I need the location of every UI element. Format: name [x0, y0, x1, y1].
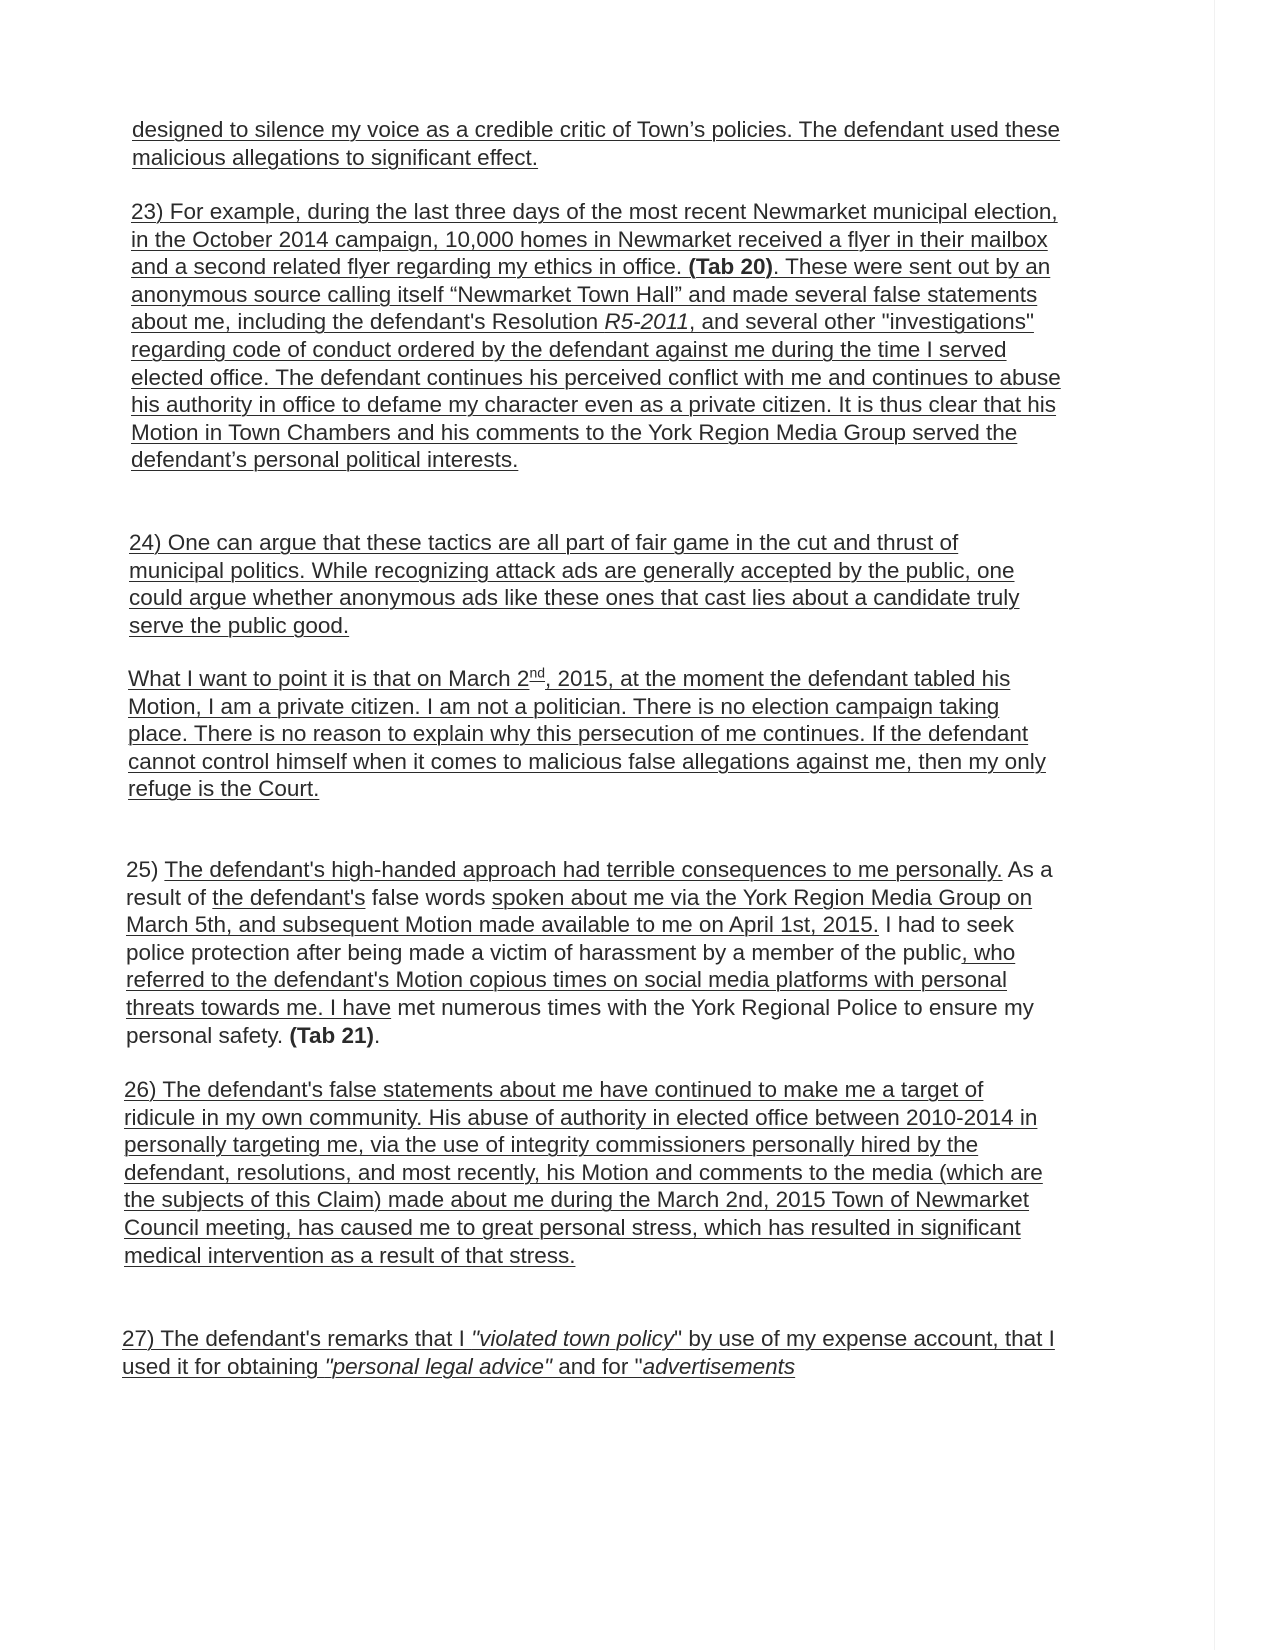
paragraph-27-text-3: and for ": [552, 1353, 643, 1379]
resolution-reference: R5-2011: [604, 309, 690, 335]
paragraph-25-underlined-2: the defendant's: [212, 884, 366, 910]
quote-advertisements: advertisements: [642, 1353, 796, 1379]
paragraph-24-continued-text-2: , 2015, at the moment the defendant tabled his Motion, I am a private citizen. I am not a politician. There is no election campaign taking place. There is no reason to explain why this persecution of me continues. If the defendant cannot control himself when it comes to malicious false allegations against me, then my only refuge is the Court.: [128, 666, 1046, 802]
paragraph-25-underlined-3: spoken about me via the York Region Media Group on March 5th, and subsequent Motion made available to me on April 1st, 2015.: [126, 884, 1033, 938]
quote-personal-legal-advice: "personal legal advice": [324, 1353, 553, 1379]
paragraph-24-continued: [128, 665, 1063, 803]
paragraph-24-text: 24) One can argue that these tactics are all part of fair game in the cut and thrust of municipal politics. While recognizing attack ads are generally accepted by the public, one could argue whether anonymous ads like these ones that cast lies about a candidate truly serve the public good.: [129, 530, 1020, 638]
paragraph-continuation-text: designed to silence my voice as a credible critic of Town’s policies. The defendant used these malicious allegations to significant effect.: [132, 117, 1061, 170]
paragraph-23-text-2: . These were sent out by an anonymous source calling itself “Newmarket Town Hall” and made several false statements about me, including the defendant's Resolution: [131, 254, 1051, 335]
paragraph-23-text-1: 23) For example, during the last three days of the most recent Newmarket municipal election, in the October 2014 campaign, 10,000 homes in Newmarket received a flyer in their mailbox and a second related flyer regarding my ethics in office.: [131, 199, 1058, 280]
paragraph-25-underlined-4: , who referred to the defendant's Motion copious times on social media platforms with personal threats towards me. I have: [126, 939, 1016, 1020]
paragraph-27-text-2: " by use of my expense account, that I used it for obtaining: [122, 1326, 1055, 1379]
paragraph-25-text-3: I had to seek police protection after being made a victim of harassment by a member of the public: [126, 912, 1015, 965]
paragraph-25-text-1: As a result of: [126, 857, 1053, 910]
quote-violated-town-policy: "violated town policy: [471, 1326, 675, 1351]
scan-edge-shadow: [1214, 0, 1215, 1650]
paragraph-26: [124, 1076, 1059, 1269]
paragraph-23: [131, 198, 1066, 474]
paragraph-26-text: 26) The defendant's false statements about me have continued to make me a target of ridicule in my own community. His abuse of authority in elected office between 2010-2014 in personally targeting me, via the use of integrity commissioners personally hired by the defendant, resolutions, and most recently, his Motion and comments to the media (which are the subjects of this Claim) made about me during the March 2nd, 2015 Town of Newmarket Council meeting, has caused me to great personal stress, which has resulted in significant medical intervention as a result of that stress.: [124, 1077, 1043, 1268]
paragraph-25: [126, 856, 1061, 1049]
paragraph-25-text-2: false words: [365, 884, 492, 910]
paragraph-25-underlined-1: The defendant's high-handed approach had terrible consequences to me personally.: [164, 857, 1003, 882]
paragraph-25-text-4: met numerous times with the York Regional Police to ensure my personal safety.: [126, 994, 1034, 1048]
tab-20-reference: (Tab 20): [688, 254, 774, 280]
paragraph-27: [122, 1325, 1057, 1380]
ordinal-suffix: nd: [529, 664, 546, 681]
paragraph-25-text-5: .: [374, 1022, 381, 1048]
paragraph-27-text-1: 27) The defendant's remarks that I: [122, 1326, 472, 1351]
paragraph-continuation: [132, 116, 1067, 171]
paragraph-23-text-3: , and several other "investigations" regarding code of conduct ordered by the defendant against me during the time I served elected office. The defendant continues his perceived conflict with me and continues to abuse his authority in office to defame my character even as a private citizen. It is thus clear that his Motion in Town Chambers and his comments to the York Region Media Group served the defendant’s personal political interests.: [131, 309, 1061, 473]
paragraph-24-continued-text-1: What I want to point it is that on March 2: [128, 666, 530, 691]
paragraph-24: [129, 529, 1049, 639]
paragraph-25-number: 25): [126, 857, 165, 882]
tab-21-reference: (Tab 21): [289, 1022, 375, 1048]
